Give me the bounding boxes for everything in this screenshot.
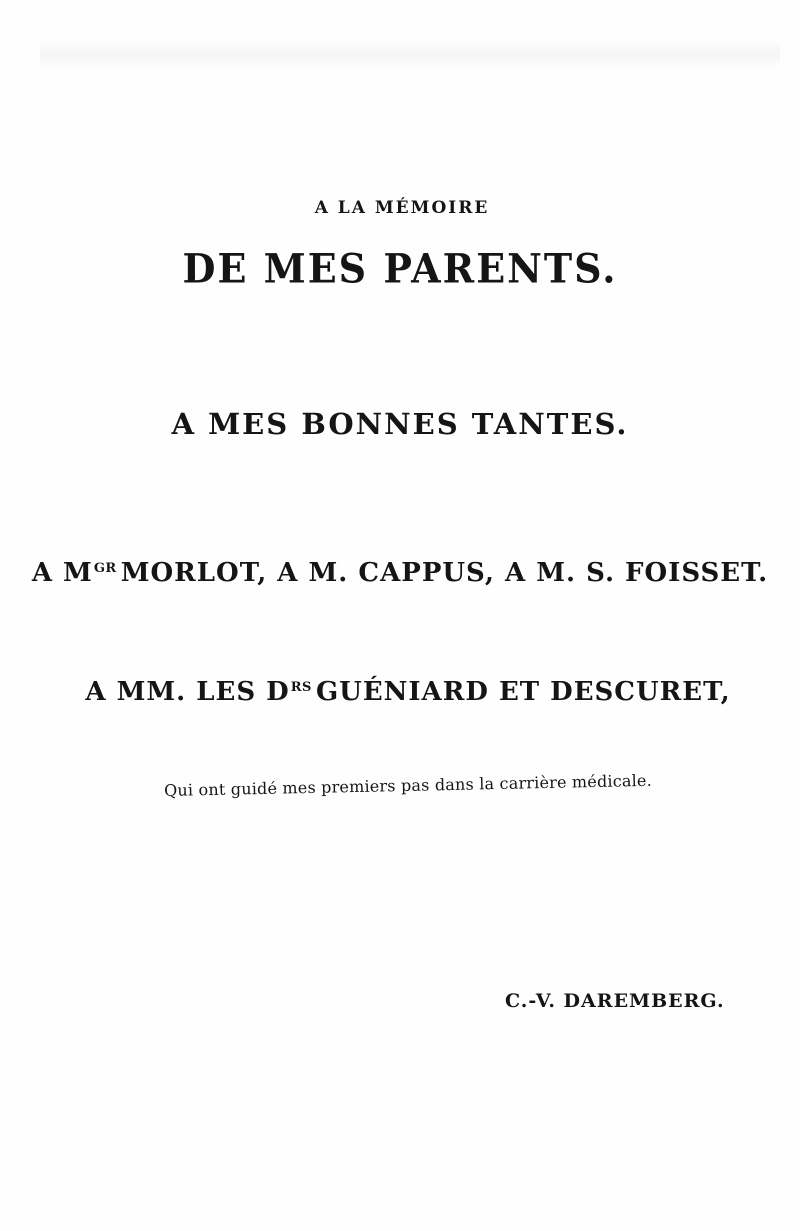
dedication-aunts: A MES BONNES TANTES. (171, 407, 629, 441)
dedication-parents: DE MES PARENTS. (182, 244, 618, 293)
dedication-doctors (0, 677, 800, 707)
dedication-doctors-names: GUÉNIARD ET DESCURET, (315, 677, 731, 707)
dedication-patrons-prefix: A M (31, 558, 93, 588)
bleed-through-line (40, 40, 780, 70)
memorial-heading: A LA MÉMOIRE (314, 198, 490, 218)
dedication-subtext: Qui ont guidé mes premiers pas dans la carrière médicale. (163, 770, 653, 801)
dedication-patrons-superscript: GR (93, 560, 117, 576)
dedication-patrons (0, 558, 800, 588)
dedication-patrons-names: MORLOT, A M. CAPPUS, A M. S. FOISSET. (120, 558, 769, 588)
dedication-doctors-prefix: A MM. LES D (85, 677, 290, 707)
author-signature: C.-V. DAREMBERG. (505, 990, 725, 1012)
dedication-doctors-superscript: RS (290, 679, 312, 695)
